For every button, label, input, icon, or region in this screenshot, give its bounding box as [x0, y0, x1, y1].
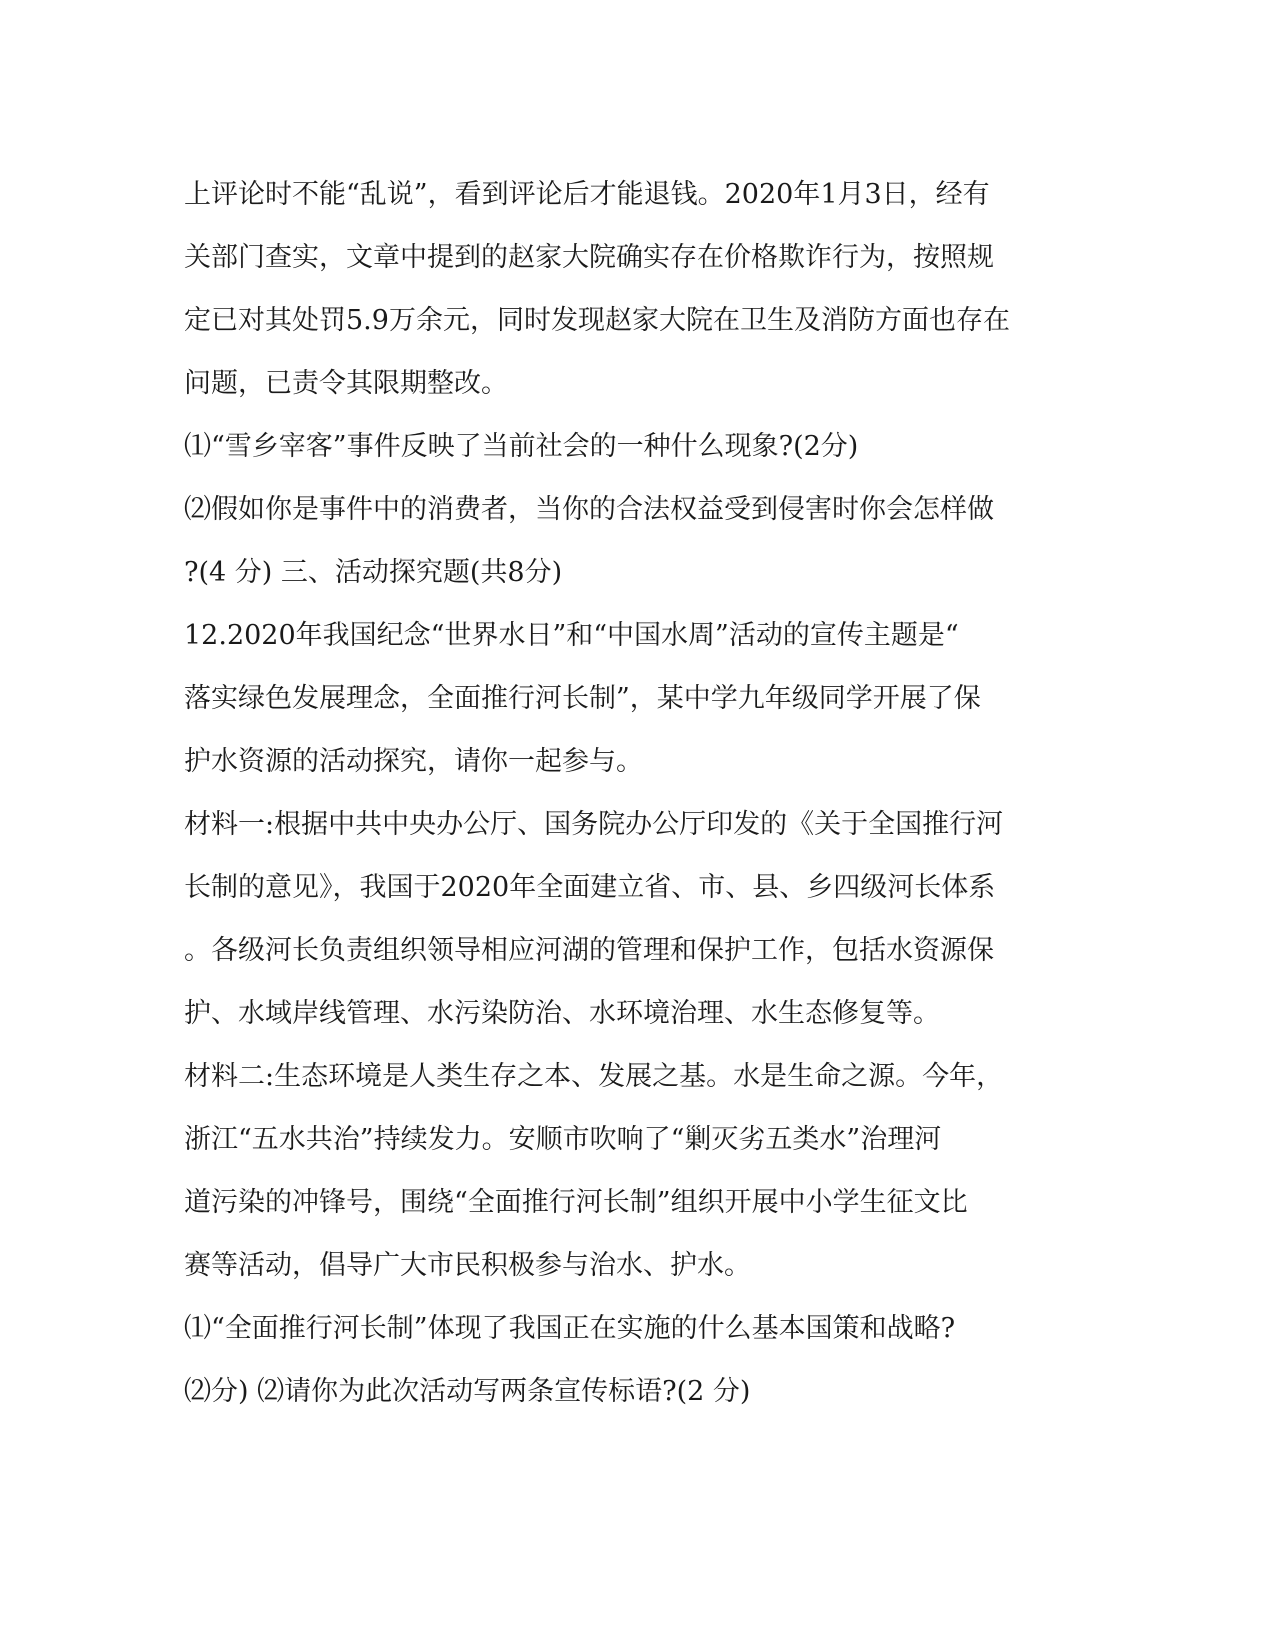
text-line: 赛等活动，倡导广大市民积极参与治水、护水。 — [184, 1250, 751, 1281]
document-body — [184, 163, 1084, 1423]
text-line: 定已对其处罚5.9万余元，同时发现赵家大院在卫生及消防方面也存在 — [184, 305, 1010, 336]
question-12-1: ⑴“全面推行河长制”体现了我国正在实施的什么基本国策和战略? — [184, 1313, 956, 1344]
text-line: 问题，已责令其限期整改。 — [184, 368, 508, 399]
material-1: 材料一:根据中共中央办公厅、国务院办公厅印发的《关于全国推行河 — [184, 809, 1004, 840]
text-line: 长制的意见》，我国于2020年全面建立省、市、县、乡四级河长体系 — [184, 872, 996, 903]
text-line: 上评论时不能“乱说”，看到评论后才能退钱。2020年1月3日，经有 — [184, 179, 990, 210]
text-line: 落实绿色发展理念，全面推行河长制”，某中学九年级同学开展了保 — [184, 683, 981, 714]
question-12-2: ⑵分) ⑵请你为此次活动写两条宣传标语?(2 分) — [184, 1376, 751, 1407]
text-line: 道污染的冲锋号，围绕“全面推行河长制”组织开展中小学生征文比 — [184, 1187, 968, 1218]
text-line: 护水资源的活动探究，请你一起参与。 — [184, 746, 643, 777]
text-line: 护、水域岸线管理、水污染防治、水环境治理、水生态修复等。 — [184, 998, 940, 1029]
text-line: 关部门查实，文章中提到的赵家大院确实存在价格欺诈行为，按照规 — [184, 242, 994, 273]
question-12-intro: 12.2020年我国纪念“世界水日”和“中国水周”活动的宣传主题是“ — [184, 620, 959, 651]
text-line: 。各级河长负责组织领导相应河湖的管理和保护工作，包括水资源保 — [184, 935, 994, 966]
section-heading-line: ?(4 分) 三、活动探究题(共8分) — [184, 557, 563, 588]
material-2: 材料二:生态环境是人类生存之本、发展之基。水是生命之源。今年， — [184, 1061, 1004, 1092]
text-line: 浙江“五水共治”持续发力。安顺市吹响了“剿灭劣五类水”治理河 — [184, 1124, 942, 1155]
question-1-1: ⑴“雪乡宰客”事件反映了当前社会的一种什么现象?(2分) — [184, 431, 859, 462]
question-1-2: ⑵假如你是事件中的消费者，当你的合法权益受到侵害时你会怎样做 — [184, 494, 994, 525]
